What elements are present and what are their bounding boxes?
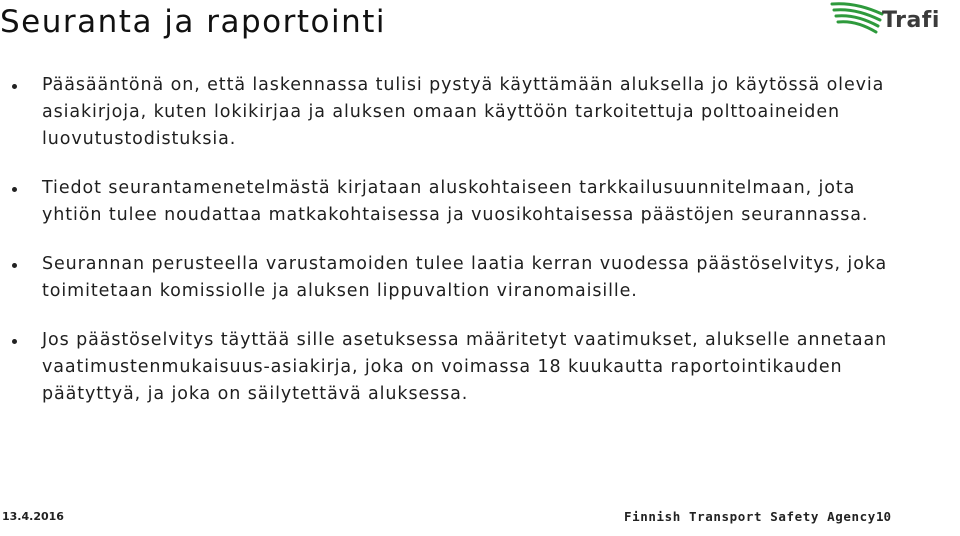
slide-title: Seuranta ja raportointi — [0, 4, 387, 40]
bullet-dot-icon — [12, 263, 17, 268]
footer-organization: Finnish Transport Safety Agency — [624, 509, 876, 524]
logo-wordmark: Trafi — [882, 8, 940, 33]
trafi-logo — [830, 0, 950, 42]
trafi-logo-icon — [830, 0, 886, 42]
footer-date: 13.4.2016 — [2, 510, 64, 523]
bullet-text: Pääsääntönä on, että laskennassa tulisi pystyä käyttämään aluksella jo käytössä olevia asiakirjoja, kuten lokikirjaa ja aluksen omaan käyttöön tarkoitettuja polttoaineiden luovutustodistuksia. — [42, 75, 885, 149]
slide-footer — [0, 508, 960, 528]
bullet-dot-icon — [12, 187, 17, 192]
bullet-text: Seurannan perusteella varustamoiden tulee laatia kerran vuodessa päästöselvitys, joka toimitetaan komissiolle ja aluksen lippuvaltion viranomaisille. — [42, 254, 888, 301]
bullet-item — [10, 72, 890, 153]
bullet-list — [10, 72, 890, 430]
bullet-dot-icon — [12, 339, 17, 344]
bullet-item — [10, 327, 890, 408]
bullet-text: Tiedot seurantamenetelmästä kirjataan aluskohtaiseen tarkkailusuunnitelmaan, jota yhtiön tulee noudattaa matkakohtaisessa ja vuosikohtaisessa päästöjen seurannassa. — [42, 178, 869, 225]
bullet-text: Jos päästöselvitys täyttää sille asetuksessa määritetyt vaatimukset, alukselle annetaan vaatimustenmukaisuus-asiakirja, joka on voimassa 18 kuukautta raportointikauden päätyttyä, ja joka on säilytettävä aluksessa. — [42, 330, 888, 404]
bullet-item — [10, 251, 890, 305]
bullet-dot-icon — [12, 84, 17, 89]
bullet-item — [10, 175, 890, 229]
footer-page-number: 10 — [876, 509, 892, 524]
